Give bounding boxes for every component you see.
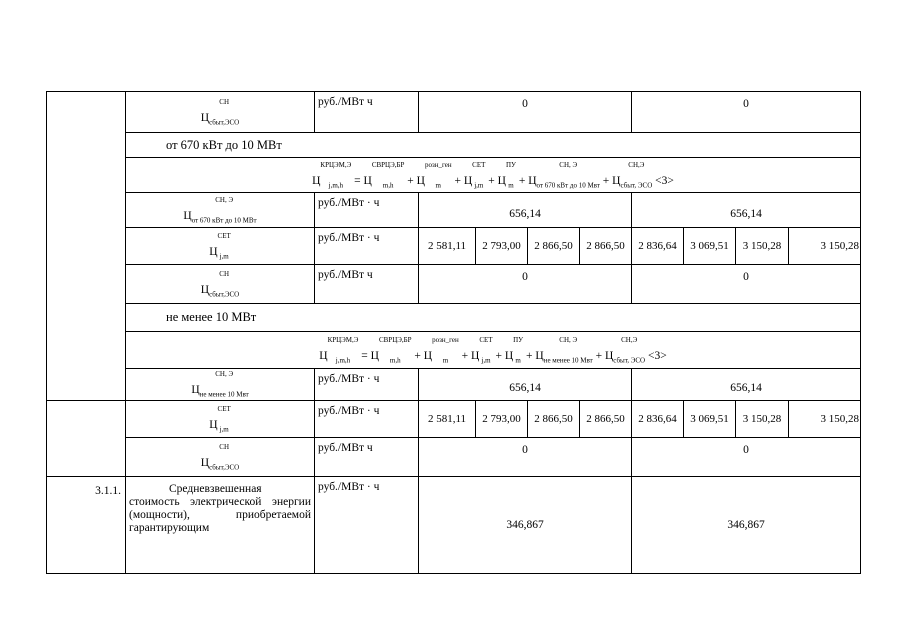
- avg-value-left: 346,867: [419, 477, 632, 574]
- set-value: 3 069,51: [684, 228, 736, 265]
- unit-cell: руб./МВт · ч: [315, 193, 419, 228]
- unit-cell: руб./МВт · ч: [315, 477, 419, 574]
- unit-cell: руб./МВт ч: [315, 92, 419, 133]
- table-row: [47, 158, 861, 193]
- set-value: 2 793,00: [476, 228, 528, 265]
- symbol-sn-sbyt: $Ц^{СН}$ $_{сбыт,ЭСО}$: [126, 438, 315, 477]
- set-value: 2 866,50: [528, 401, 580, 438]
- set-value: 2 793,00: [476, 401, 528, 438]
- set-value: 2 836,64: [632, 228, 684, 265]
- unit-cell: руб./МВт ч: [315, 265, 419, 304]
- value-left: 0: [419, 438, 632, 477]
- formula-10: $Ц^{КРЦЭМ,Э}$ $_{j,m,h} = Ц^{СВРЦЭ,БР}$ $_{m,h} + Ц^{розн\_ген}$ $_m + Ц^{СЕТ}$ $_{j,m} + Ц^{ПУ}$ $_m + Ц^{СН, Э}$ $_{не менее 10 Мвт} + Ц^{СН,Э}$ $_{сбыт, ЭСО}$ <3>: [126, 332, 861, 369]
- value-right: 0: [632, 92, 861, 133]
- table-row: [47, 438, 861, 477]
- set-value: 3 069,51: [684, 401, 736, 438]
- value-left: 656,14: [419, 193, 632, 228]
- set-value: 2 836,64: [632, 401, 684, 438]
- set-value: 2 866,50: [528, 228, 580, 265]
- table-row: [47, 92, 861, 133]
- table-row: [47, 228, 861, 265]
- value-right: 656,14: [632, 369, 861, 401]
- set-value: 3 150,28: [736, 228, 789, 265]
- empty-num-cell: [47, 401, 126, 477]
- section-number: 3.1.1.: [47, 477, 126, 574]
- table-row: [47, 332, 861, 369]
- avg-value-right: 346,867: [632, 477, 861, 574]
- symbol-sn-e-10: $Ц^{СН, Э}$ $_{не менее 10 Мвт}$: [126, 369, 315, 401]
- table-row: [47, 477, 861, 574]
- table-row: [47, 265, 861, 304]
- set-value: 2 581,11: [419, 228, 476, 265]
- set-value: 3 150,28: [789, 228, 861, 265]
- symbol-set: $Ц^{СЕТ}$ $_{j,m}$: [126, 228, 315, 265]
- table-row: [47, 193, 861, 228]
- set-value: 3 150,28: [736, 401, 789, 438]
- table-row: [47, 304, 861, 332]
- set-value: 2 866,50: [580, 401, 632, 438]
- section-670: от 670 кВт до 10 МВт: [126, 133, 861, 158]
- value-right: 656,14: [632, 193, 861, 228]
- table-row: [47, 133, 861, 158]
- value-right: 0: [632, 438, 861, 477]
- value-left: 656,14: [419, 369, 632, 401]
- symbol-sn-sbyt: $Ц^{СН}$ $_{сбыт,ЭСО}$: [126, 265, 315, 304]
- description-cell: Средневзвешенная стоимость электрической энергии (мощности), приобретаемой гарантирующим: [126, 477, 315, 574]
- table-row: [47, 369, 861, 401]
- symbol-sn-sbyt: $Ц^{СН}$ $_{сбыт,ЭСО}$: [126, 92, 315, 133]
- value-right: 0: [632, 265, 861, 304]
- empty-num-cell: [47, 92, 126, 401]
- unit-cell: руб./МВт · ч: [315, 228, 419, 265]
- unit-cell: руб./МВт · ч: [315, 401, 419, 438]
- value-left: 0: [419, 92, 632, 133]
- table-row: [47, 401, 861, 438]
- symbol-sn-e-670: $Ц^{СН, Э}$ $_{от 670 кВт до 10 МВт}$: [126, 193, 315, 228]
- section-10: не менее 10 МВт: [126, 304, 861, 332]
- unit-cell: руб./МВт ч: [315, 438, 419, 477]
- set-value: 2 581,11: [419, 401, 476, 438]
- formula-670: $Ц^{КРЦЭМ,Э}$ $_{j,m,h} = Ц^{СВРЦЭ,БР}$ $_{m,h} + Ц^{розн\_ген}$ $_m + Ц^{СЕТ}$ $_{j,m} + Ц^{ПУ}$ $_m + Ц^{СН, Э}$ $_{от 670 кВт до 10 Мвт} + Ц^{СН,Э}$ $_{сбыт, ЭСО}$ <3>: [126, 158, 861, 193]
- set-value: 3 150,28: [789, 401, 861, 438]
- tariff-table: [46, 91, 861, 574]
- unit-cell: руб./МВт · ч: [315, 369, 419, 401]
- value-left: 0: [419, 265, 632, 304]
- set-value: 2 866,50: [580, 228, 632, 265]
- symbol-set: $Ц^{СЕТ}$ $_{j,m}$: [126, 401, 315, 438]
